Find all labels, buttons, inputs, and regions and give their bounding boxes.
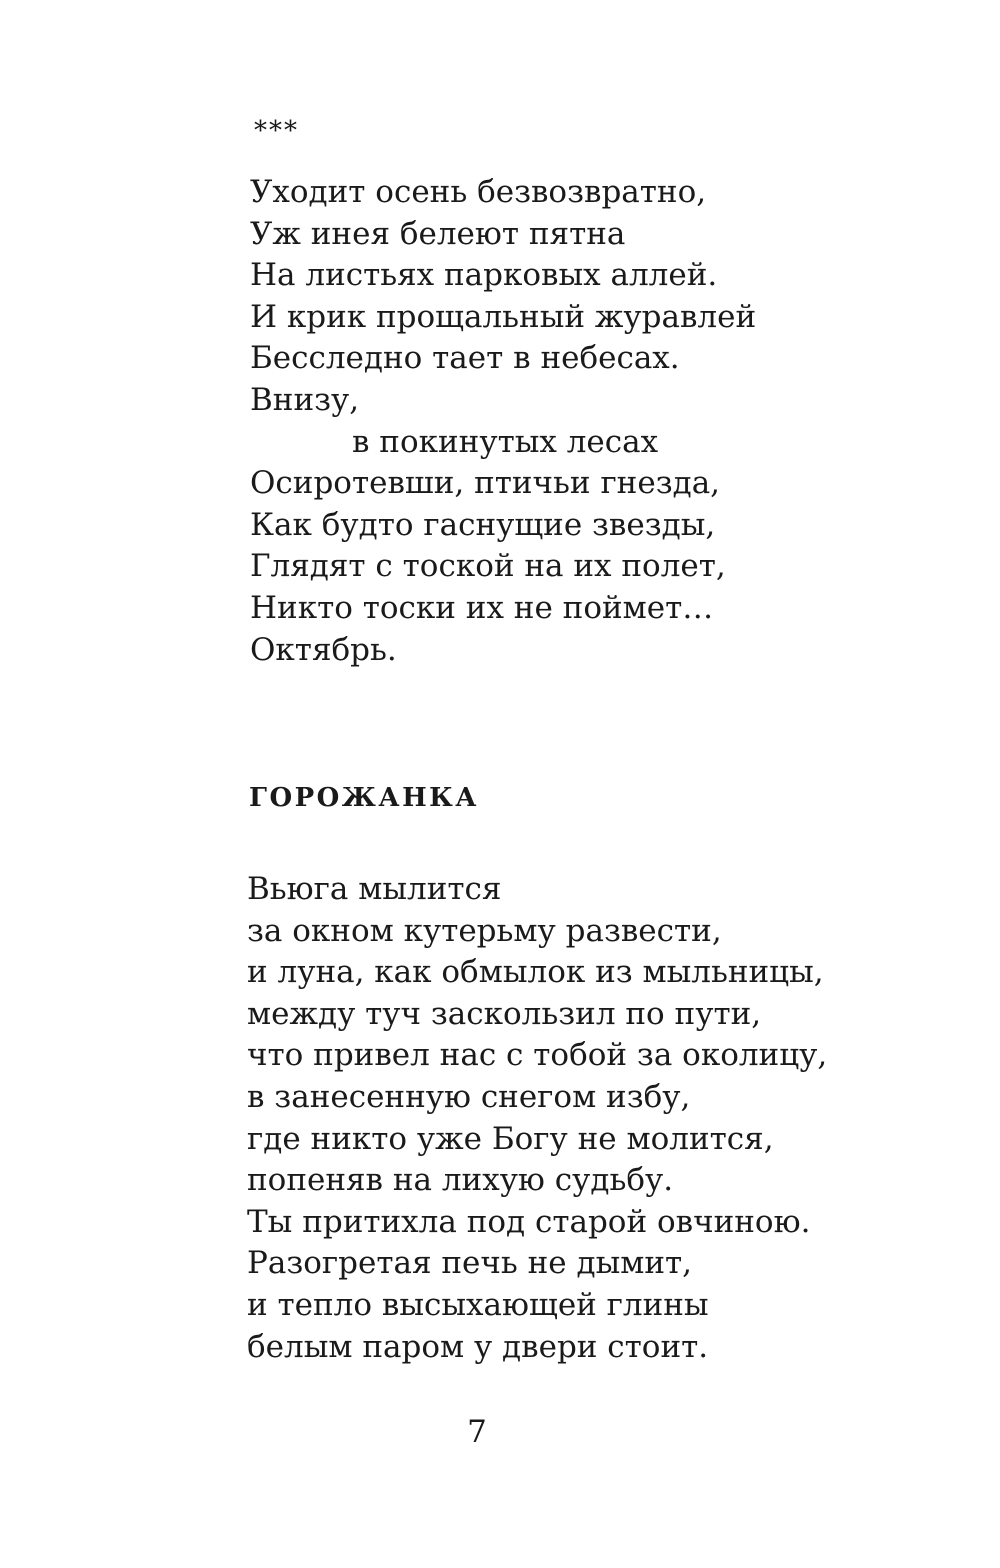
poem-line: белым паром у двери стоит.	[247, 1328, 709, 1365]
poem-line: Бесследно тает в небесах.	[250, 340, 680, 377]
poem-line: Уходит осень безвозвратно,	[250, 174, 707, 210]
poem-gorozhanka	[247, 869, 827, 1368]
poem-line: Разогретая печь не дымит,	[247, 1245, 693, 1282]
poem-line: между туч заскользил по пути,	[247, 995, 762, 1032]
poem-line: в покинутых лесах	[352, 423, 659, 460]
poem-title: ГОРОЖАНКА	[249, 783, 479, 813]
poem-line: Ты притихла под старой овчиною.	[247, 1203, 811, 1240]
poem-line: Уж инея белеют пятна	[250, 215, 626, 252]
poem-line: в занесенную снегом избу,	[247, 1078, 691, 1115]
poem-line: и луна, как обмылок из мыльницы,	[247, 954, 824, 991]
poem-autumn	[250, 172, 756, 671]
poem-line: Осиротевши, птичьи гнезда,	[250, 465, 721, 502]
section-separator: ***	[254, 116, 299, 146]
poem-line: Октябрь.	[250, 631, 397, 668]
poem-line: Глядят с тоской на их полет,	[250, 548, 726, 585]
poem-line: На листьях парковых аллей.	[250, 257, 718, 294]
page-number: 7	[467, 1414, 487, 1450]
poem-line: и тепло высыхающей глины	[247, 1286, 709, 1323]
poem-line: И крик прощальный журавлей	[250, 298, 757, 335]
poem-line: за окном кутерьму развести,	[247, 912, 722, 949]
poem-line: Вьюга мылится	[247, 871, 502, 907]
poem-line: попеняв на лихую судьбу.	[247, 1162, 674, 1199]
poem-line: где никто уже Богу не молится,	[247, 1120, 774, 1157]
poem-line: Внизу,	[250, 381, 360, 418]
poem-line: что привел нас с тобой за околицу,	[247, 1037, 828, 1074]
poem-line: Как будто гаснущие звезды,	[250, 506, 716, 543]
poem-line: Никто тоски их не поймет…	[250, 589, 714, 626]
